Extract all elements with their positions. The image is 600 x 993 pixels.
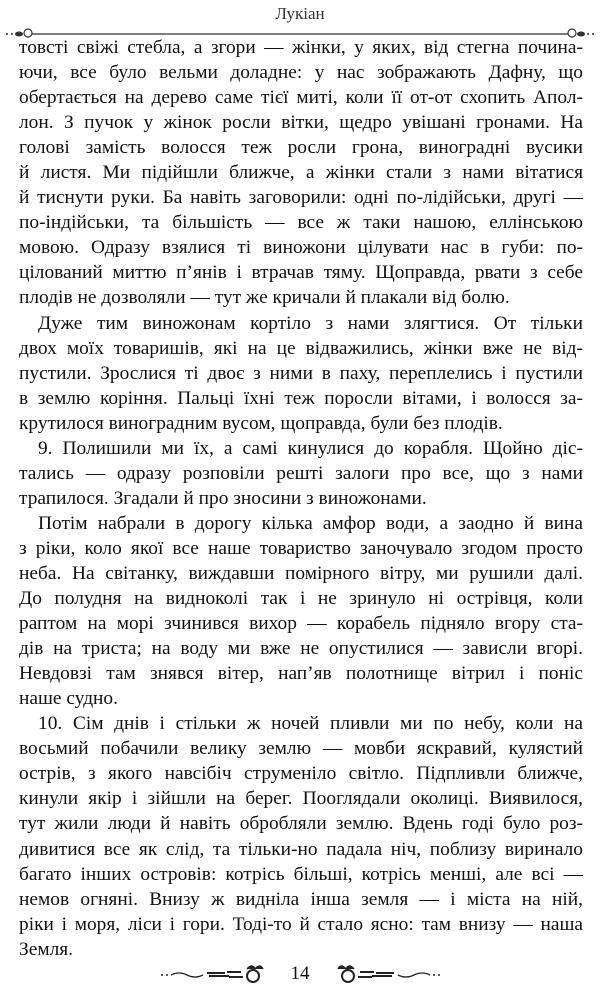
text-line: тут жили люди й навіть обробляли землю. Вдень годі було роз-	[19, 813, 583, 835]
paragraph	[19, 511, 583, 711]
paragraph	[19, 35, 583, 311]
text-line: 10. Сім днів і стільки ж ночей пливли ми по небу, коли на	[38, 713, 583, 735]
page-footer	[0, 962, 600, 986]
text-line: тались — одразу розповіли решті залоги про все, що з нами	[19, 462, 583, 484]
text-line: плодів не дозволяли — тут же кричали й плакали від болю.	[19, 287, 510, 309]
text-line: Земля.	[19, 938, 74, 960]
text-line: голові замість волосся теж росли грона, виноградні вусики	[19, 137, 583, 159]
text-line: дивитися все як слід, та тільки-но падала ніч, поблизу виринало	[19, 838, 583, 860]
text-line: дів на триста; на воду ми вже не опустилися — зависли вгорі.	[19, 638, 583, 660]
text-line: немов огняні. Внизу ж видніла інша земля — і міста на ній,	[19, 888, 583, 910]
text-line: пустили. Зрослися ті двоє з ними в паху, переплелись і пустили	[19, 362, 583, 384]
text-line: мовою. Одразу взялися ті виножони цілувати нас в губи: по-	[19, 237, 583, 259]
text-line: Невдовзі там знявся вітер, нап’яв полотнище вітрил і поніс	[19, 663, 583, 685]
left-floral-ornament-icon	[157, 964, 277, 984]
text-line: неба. На світанку, виждавши помірного вітру, ми рушили далі.	[19, 562, 583, 584]
text-line: багато інших островів: котрісь більші, котрісь менші, але всі —	[19, 863, 583, 885]
text-line: обертається на дерево саме тієї миті, коли її от-от схопить Апол-	[19, 87, 583, 109]
paragraph	[19, 711, 583, 961]
text-line: товсті свіжі стебла, а згори — жінки, у яких, від стегна почина-	[19, 37, 583, 58]
right-floral-ornament-icon	[324, 964, 444, 984]
text-line: ріки і моря, ліси і гори. Тоді-то й стало ясно: там внизу — наша	[19, 913, 583, 935]
text-line: трапилося. Згадали й про зносини з виножонами.	[19, 487, 427, 509]
text-line: кинули якір і зійшли на берег. Пооглядали околиці. Виявилося,	[19, 788, 583, 810]
paragraph	[19, 436, 583, 511]
paragraph	[19, 311, 583, 436]
body-text	[19, 35, 583, 962]
text-line: крутилося виноградним вусом, щоправда, були без плодів.	[19, 412, 503, 434]
page-number: 14	[290, 963, 310, 984]
text-line: й листя. Ми підійшли ближче, а жінки стали з нами вітатися	[19, 162, 583, 184]
text-line: лон. З пучок у жінок росли вітки, щедро увішані гронами. На	[19, 112, 583, 134]
text-line: двох моїх товаришів, які на це відважились, жінки вже не від-	[19, 337, 583, 359]
text-line: 9. Полишили ми їх, а самі кинулися до корабля. Щойно діс-	[38, 437, 583, 459]
text-line: й тиснути руки. Ба навіть заговорили: одні по-лідійськи, другі —	[19, 187, 583, 209]
text-line: наше судно.	[19, 688, 118, 710]
text-line: цілований миттю п’янів і втрачав тяму. Щоправда, рвати з себе	[19, 262, 583, 284]
text-line: раптом на морі зчинився вихор — корабель підняло вгору ста-	[19, 613, 583, 635]
text-line: з ріки, коло якої все наше товариство заночувало згодом просто	[19, 537, 583, 559]
text-line: острів, з якого навсібіч струменіло світло. Підпливли ближче,	[19, 763, 583, 785]
text-line: ючи, все було вельми доладне: у нас зображають Дафну, що	[19, 62, 583, 84]
text-line: в землю коріння. Пальці їхні теж поросли вітами, і волосся за-	[19, 387, 583, 409]
running-header: Лукіан	[275, 4, 325, 23]
text-line: Дуже тим виножонам кортіло з нами злягтися. От тільки	[38, 312, 583, 334]
text-line: Потім набрали в дорогу кілька амфор води, а заодно й вина	[38, 512, 583, 534]
text-line: До полудня на видноколі так і не зринуло ні острівця, коли	[19, 588, 583, 610]
text-line: восьмий побачили велику землю — мовби яскравий, кулястий	[19, 738, 583, 760]
text-line: по-індійськи, та більшість — все ж таки нашою, еллінською	[19, 212, 583, 234]
